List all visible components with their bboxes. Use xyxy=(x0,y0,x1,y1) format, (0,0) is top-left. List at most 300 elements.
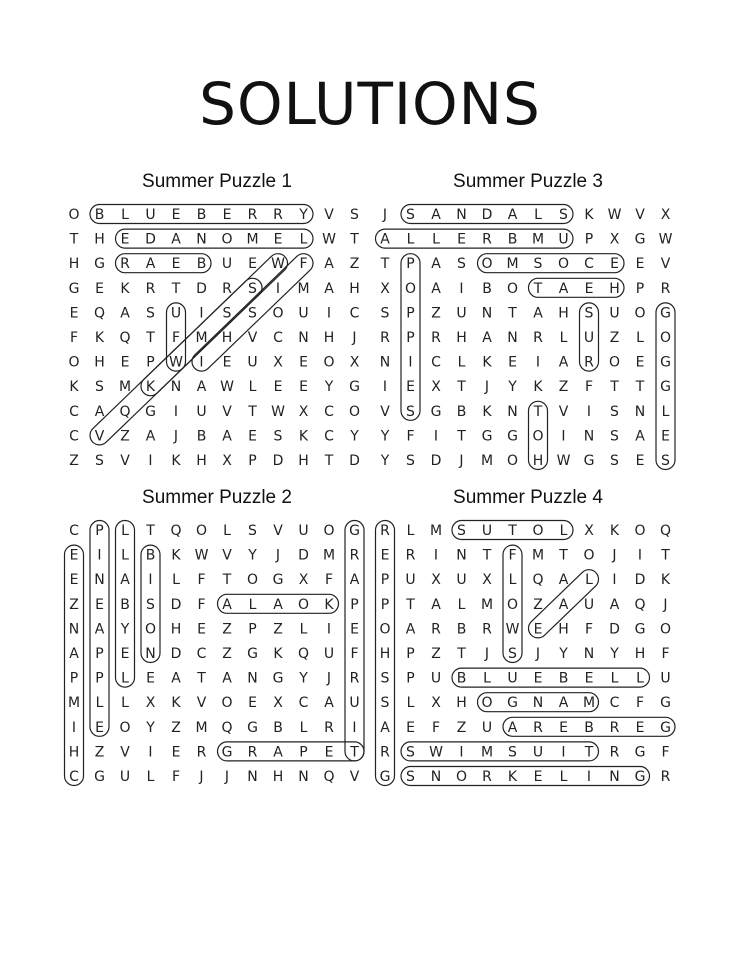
grid-letter: X xyxy=(482,572,492,589)
grid-letter: A xyxy=(431,256,441,273)
grid-letter: R xyxy=(533,719,543,736)
grid-letter: L xyxy=(432,231,440,248)
grid-letter: I xyxy=(586,403,592,420)
grid-letter: R xyxy=(380,330,390,346)
grid-letter: A xyxy=(324,280,334,297)
grid-letter: T xyxy=(457,646,466,662)
grid-letter: K xyxy=(145,379,156,396)
grid-letter: Y xyxy=(380,428,390,445)
grid-letter: K xyxy=(171,453,181,469)
grid-letter: X xyxy=(349,354,360,371)
grid-letter: F xyxy=(299,256,308,273)
grid-letter: E xyxy=(146,670,155,687)
grid-letter: O xyxy=(634,305,646,322)
puzzle-title: Summer Puzzle 2 xyxy=(142,487,292,508)
grid-letter: K xyxy=(482,354,492,371)
grid-letter: I xyxy=(561,744,566,761)
grid-letter: R xyxy=(380,523,390,539)
grid-letter: L xyxy=(457,354,466,371)
grid-letter: O xyxy=(272,305,284,322)
grid-letter: Y xyxy=(324,379,334,396)
grid-letter: O xyxy=(506,596,519,613)
grid-letter: C xyxy=(298,695,309,712)
grid-letter: L xyxy=(299,231,308,248)
grid-letter: I xyxy=(352,719,357,736)
grid-letter: U xyxy=(247,354,258,371)
grid-letter: G xyxy=(634,769,646,785)
grid-letter: D xyxy=(272,453,284,469)
grid-letter: R xyxy=(247,744,258,761)
grid-letter: T xyxy=(584,744,594,761)
grid-letter: G xyxy=(145,403,156,420)
grid-letter: P xyxy=(406,305,415,322)
grid-letter: N xyxy=(68,621,80,638)
grid-letter: I xyxy=(148,572,153,589)
grid-letter: A xyxy=(558,280,569,297)
grid-letter: J xyxy=(535,646,541,662)
grid-letter: L xyxy=(483,670,491,687)
grid-letter: U xyxy=(349,695,360,712)
grid-letter: H xyxy=(94,354,105,371)
grid-letter: S xyxy=(350,207,359,223)
grid-letter: O xyxy=(455,769,468,785)
grid-letter: Y xyxy=(508,379,517,396)
grid-letter: B xyxy=(558,670,569,687)
grid-letter: F xyxy=(350,646,359,662)
grid-letter: M xyxy=(118,379,132,396)
grid-letter: Q xyxy=(93,305,106,322)
grid-letter: T xyxy=(146,523,155,539)
grid-letter: K xyxy=(507,769,518,785)
grid-letter: B xyxy=(456,621,467,638)
grid-letter: E xyxy=(273,379,283,396)
grid-letter: E xyxy=(380,547,390,564)
grid-letter: Z xyxy=(558,379,569,396)
grid-letter: V xyxy=(222,547,232,564)
grid-letter: M xyxy=(67,695,81,712)
grid-letter: O xyxy=(532,523,544,539)
grid-letter: L xyxy=(636,670,644,687)
grid-letter: G xyxy=(94,256,105,273)
grid-letter: S xyxy=(406,403,415,420)
grid-letter: E xyxy=(95,719,104,736)
grid-letter: U xyxy=(456,305,467,322)
grid-letter: G xyxy=(430,403,442,420)
grid-letter: P xyxy=(406,256,415,273)
grid-letter: R xyxy=(145,280,156,297)
grid-letter: M xyxy=(531,231,545,248)
grid-letter: E xyxy=(533,769,543,785)
grid-letter: F xyxy=(661,744,670,761)
grid-letter: C xyxy=(273,330,283,346)
grid-letter: T xyxy=(406,596,415,613)
grid-letter: G xyxy=(221,744,233,761)
grid-letter: X xyxy=(222,453,232,469)
grid-letter: S xyxy=(380,305,390,322)
grid-letter: O xyxy=(348,403,361,420)
grid-letter: C xyxy=(69,523,79,539)
grid-letter: R xyxy=(247,207,258,223)
grid-letter: B xyxy=(507,231,518,248)
grid-letter: G xyxy=(660,379,671,396)
grid-letter: O xyxy=(68,354,80,371)
puzzle-1 xyxy=(67,170,367,469)
grid-letter: E xyxy=(508,354,517,371)
grid-letter: P xyxy=(95,646,104,662)
grid-letter: K xyxy=(584,207,594,223)
grid-letter: U xyxy=(221,256,233,273)
grid-letter: I xyxy=(586,769,592,785)
grid-letter: R xyxy=(609,744,620,761)
grid-letter: O xyxy=(404,280,417,297)
grid-letter: E xyxy=(248,695,257,712)
grid-letter: J xyxy=(484,379,490,396)
puzzle-title: Summer Puzzle 3 xyxy=(453,171,603,192)
grid-letter: J xyxy=(224,769,230,785)
grid-letter: X xyxy=(431,695,441,712)
grid-letter: C xyxy=(196,646,207,662)
solution-loop xyxy=(452,668,650,687)
grid-letter: I xyxy=(275,280,281,297)
grid-letter: A xyxy=(405,621,416,638)
grid-letter: Y xyxy=(120,621,130,638)
grid-letter: Y xyxy=(299,207,308,223)
grid-letter: T xyxy=(482,547,492,564)
grid-letter: P xyxy=(248,621,257,638)
grid-letter: F xyxy=(69,330,79,346)
grid-letter: B xyxy=(120,596,130,613)
grid-letter: G xyxy=(660,354,671,371)
grid-letter: A xyxy=(507,207,518,223)
grid-letter: L xyxy=(95,695,104,712)
grid-letter: T xyxy=(635,379,645,396)
grid-letter: V xyxy=(558,403,569,420)
grid-letter: E xyxy=(457,231,466,248)
grid-letter: E xyxy=(584,670,594,687)
grid-letter: E xyxy=(222,354,232,371)
grid-letter: S xyxy=(508,646,517,662)
grid-letter: O xyxy=(68,207,80,223)
grid-letter: N xyxy=(583,646,595,662)
grid-letter: U xyxy=(145,207,156,223)
grid-letter: U xyxy=(583,596,595,613)
grid-letter: J xyxy=(484,646,490,662)
grid-letter: G xyxy=(247,719,258,736)
grid-letter: P xyxy=(380,572,390,589)
grid-letter: Q xyxy=(170,523,182,539)
grid-letter: R xyxy=(349,547,360,564)
grid-letter: H xyxy=(609,280,620,297)
grid-letter: O xyxy=(506,453,519,469)
grid-letter: L xyxy=(121,695,129,712)
grid-letter: E xyxy=(533,621,543,638)
grid-letter: R xyxy=(196,744,207,761)
grid-letter: N xyxy=(247,769,258,785)
grid-letter: Q xyxy=(634,596,646,613)
grid-letter: Q xyxy=(323,769,335,785)
grid-letter: Y xyxy=(610,646,619,662)
grid-letter: N xyxy=(481,305,493,322)
grid-letter: V xyxy=(120,453,130,469)
grid-letter: O xyxy=(144,621,157,638)
grid-letter: N xyxy=(456,547,467,564)
grid-letter: C xyxy=(69,428,79,445)
grid-letter: O xyxy=(506,280,519,297)
grid-letter: X xyxy=(145,695,156,712)
grid-letter: V xyxy=(222,403,232,420)
grid-letter: N xyxy=(298,769,309,785)
grid-letter: S xyxy=(222,305,232,322)
grid-letter: O xyxy=(659,621,672,638)
grid-letter: U xyxy=(558,231,569,248)
grid-letter: V xyxy=(635,207,645,223)
grid-letter: R xyxy=(380,744,390,761)
grid-letter: A xyxy=(635,428,645,445)
grid-letter: L xyxy=(457,596,466,613)
grid-letter: S xyxy=(559,207,568,223)
grid-letter: A xyxy=(120,572,130,589)
grid-letter: W xyxy=(194,547,209,564)
grid-letter: K xyxy=(660,572,671,589)
grid-letter: D xyxy=(609,621,620,638)
grid-letter: T xyxy=(324,453,334,469)
grid-letter: F xyxy=(584,621,594,638)
grid-letter: T xyxy=(533,403,543,420)
grid-letter: S xyxy=(661,453,670,469)
grid-letter: R xyxy=(120,256,130,273)
grid-letter: W xyxy=(271,403,285,420)
grid-letter: I xyxy=(199,305,204,322)
grid-letter: H xyxy=(532,453,544,469)
grid-letter: P xyxy=(69,670,79,687)
grid-letter: H xyxy=(634,646,646,662)
grid-letter: S xyxy=(457,256,466,273)
grid-letter: A xyxy=(196,379,207,396)
grid-letter: E xyxy=(584,280,594,297)
grid-letter: G xyxy=(247,646,258,662)
grid-letter: Z xyxy=(222,621,232,638)
grid-letter: X xyxy=(273,354,283,371)
grid-letter: T xyxy=(222,572,232,589)
grid-letter: N xyxy=(532,695,544,712)
grid-letter: S xyxy=(610,403,619,420)
grid-letter: R xyxy=(349,670,360,687)
grid-letter: Z xyxy=(349,256,360,273)
grid-letter: P xyxy=(584,231,594,248)
grid-letter: H xyxy=(68,744,80,761)
grid-letter: L xyxy=(534,207,542,223)
grid-letter: H xyxy=(456,330,467,346)
grid-letter: E xyxy=(635,354,645,371)
grid-letter: K xyxy=(324,596,334,613)
grid-letter: G xyxy=(634,621,646,638)
grid-letter: R xyxy=(431,330,441,346)
grid-letter: G xyxy=(481,428,493,445)
grid-letter: S xyxy=(380,695,390,712)
grid-letter: V xyxy=(94,428,105,445)
grid-letter: D xyxy=(196,280,207,297)
grid-letter: U xyxy=(532,744,544,761)
grid-letter: C xyxy=(69,769,79,785)
grid-letter: K xyxy=(120,280,130,297)
grid-letter: B xyxy=(94,207,105,223)
grid-letter: X xyxy=(298,572,309,589)
grid-letter: O xyxy=(379,621,391,638)
grid-letter: Z xyxy=(609,330,620,346)
grid-letter: M xyxy=(195,719,208,736)
grid-letter: U xyxy=(507,670,518,687)
grid-letter: M xyxy=(246,231,259,248)
grid-letter: M xyxy=(480,744,494,761)
grid-letter: Z xyxy=(120,428,130,445)
grid-letter: J xyxy=(612,547,617,564)
grid-letter: X xyxy=(609,231,620,248)
grid-letter: O xyxy=(221,695,233,712)
grid-letter: C xyxy=(324,403,334,420)
grid-letter: N xyxy=(145,646,156,662)
grid-letter: U xyxy=(405,572,416,589)
grid-letter: O xyxy=(608,354,621,371)
grid-letter: D xyxy=(634,572,646,589)
grid-letter: B xyxy=(196,207,207,223)
grid-letter: F xyxy=(171,330,181,346)
grid-letter: C xyxy=(584,256,594,273)
grid-letter: E xyxy=(120,646,130,662)
grid-letter: Z xyxy=(456,719,467,736)
grid-letter: I xyxy=(326,305,332,322)
grid-letter: G xyxy=(379,769,391,785)
grid-letter: K xyxy=(171,695,181,712)
grid-letter: F xyxy=(406,428,415,445)
grid-letter: V xyxy=(349,769,360,785)
grid-letter: U xyxy=(119,769,131,785)
grid-letter: K xyxy=(273,646,283,662)
grid-letter: E xyxy=(171,744,181,761)
grid-letter: L xyxy=(661,403,670,420)
grid-letter: N xyxy=(247,670,258,687)
grid-letter: N xyxy=(379,354,391,371)
grid-letter: N xyxy=(456,207,467,223)
grid-letter: L xyxy=(559,769,568,785)
grid-letter: A xyxy=(273,596,283,613)
grid-letter: T xyxy=(533,280,543,297)
grid-letter: E xyxy=(324,744,334,761)
grid-letter: S xyxy=(406,453,415,469)
grid-letter: M xyxy=(582,695,596,712)
grid-letter: I xyxy=(561,428,566,445)
grid-letter: I xyxy=(71,719,77,736)
grid-letter: A xyxy=(609,596,620,613)
grid-letter: U xyxy=(298,523,309,539)
grid-letter: L xyxy=(121,207,129,223)
grid-letter: P xyxy=(406,330,415,346)
grid-letter: K xyxy=(533,379,543,396)
grid-letter: J xyxy=(352,330,357,346)
grid-letter: I xyxy=(97,547,102,564)
grid-letter: L xyxy=(636,330,644,346)
grid-letter: S xyxy=(533,256,543,273)
grid-letter: V xyxy=(196,695,207,712)
grid-letter: E xyxy=(661,428,670,445)
grid-letter: A xyxy=(558,572,569,589)
grid-letter: G xyxy=(660,719,671,736)
grid-letter: A xyxy=(558,596,569,613)
page-title: SOLUTIONS xyxy=(199,70,541,138)
grid-letter: L xyxy=(223,523,231,539)
grid-letter: Q xyxy=(221,719,233,736)
grid-letter: A xyxy=(431,596,441,613)
grid-letter: O xyxy=(481,256,493,273)
grid-letter: E xyxy=(171,207,181,223)
letter-grid xyxy=(67,520,367,800)
grid-letter: E xyxy=(69,547,79,564)
grid-letter: S xyxy=(610,453,619,469)
grid-letter: D xyxy=(170,646,182,662)
grid-letter: A xyxy=(222,428,232,445)
grid-letter: Z xyxy=(273,621,283,638)
grid-letter: G xyxy=(660,695,671,712)
grid-letter: S xyxy=(457,523,466,539)
grid-letter: L xyxy=(406,695,415,712)
grid-letter: Z xyxy=(533,596,543,613)
grid-letter: G xyxy=(634,744,646,761)
grid-letter: E xyxy=(120,354,130,371)
grid-letter: P xyxy=(248,453,257,469)
grid-letter: Q xyxy=(659,523,672,539)
grid-letter: R xyxy=(533,330,543,346)
grid-letter: J xyxy=(326,670,332,687)
grid-letter: A xyxy=(533,305,543,322)
grid-letter: I xyxy=(199,354,204,371)
grid-letter: L xyxy=(299,719,308,736)
grid-letter: B xyxy=(196,428,207,445)
grid-letter: H xyxy=(349,280,360,297)
grid-letter: K xyxy=(298,428,309,445)
grid-letter: N xyxy=(298,330,309,346)
grid-letter: I xyxy=(433,547,439,564)
grid-letter: L xyxy=(559,523,568,539)
grid-letter: O xyxy=(323,354,335,371)
grid-letter: U xyxy=(609,305,620,322)
grid-letter: D xyxy=(298,547,309,564)
grid-letter: H xyxy=(221,330,233,346)
grid-letter: G xyxy=(349,379,360,396)
grid-letter: I xyxy=(326,621,332,638)
grid-letter: U xyxy=(430,670,442,687)
grid-letter: R xyxy=(482,769,492,785)
grid-letter: B xyxy=(584,719,594,736)
grid-letter: V xyxy=(273,523,283,539)
grid-letter: L xyxy=(508,572,517,589)
grid-letter: T xyxy=(661,547,670,564)
grid-letter: O xyxy=(297,596,310,613)
grid-letter: Z xyxy=(69,596,79,613)
grid-letter: A xyxy=(273,744,283,761)
grid-letter: R xyxy=(482,621,492,638)
grid-letter: E xyxy=(222,207,232,223)
grid-letter: B xyxy=(145,547,156,564)
grid-letter: N xyxy=(609,769,620,785)
grid-letter: G xyxy=(349,523,360,539)
grid-letter: T xyxy=(197,670,206,687)
grid-letter: T xyxy=(610,379,619,396)
grid-letter: I xyxy=(637,547,643,564)
grid-letter: A xyxy=(349,572,360,589)
grid-letter: K xyxy=(482,403,492,420)
grid-letter: W xyxy=(505,621,520,638)
grid-letter: X xyxy=(584,523,594,539)
grid-letter: Y xyxy=(146,719,155,736)
